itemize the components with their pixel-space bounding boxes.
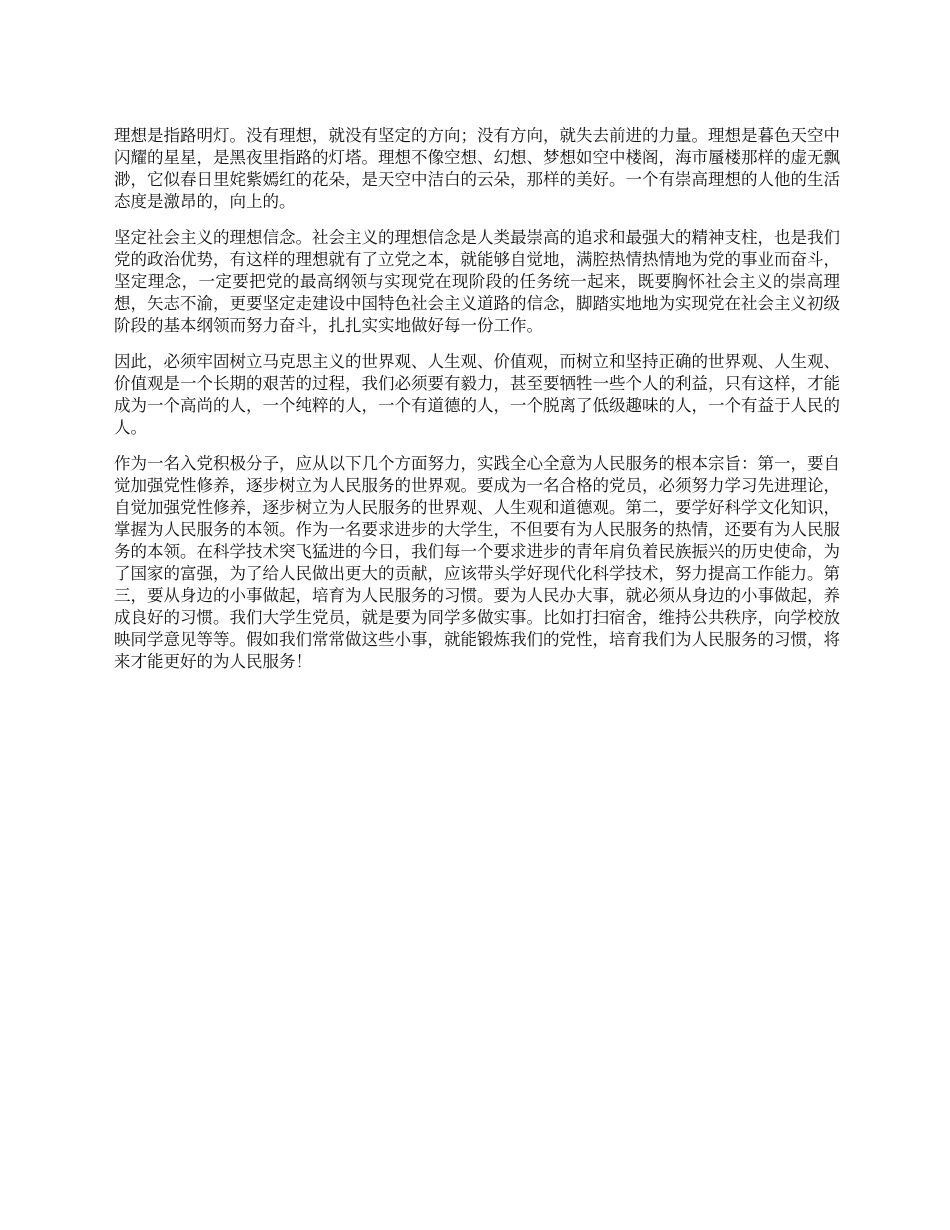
paragraph-2: 坚定社会主义的理想信念。社会主义的理想信念是人类最崇高的追求和最强大的精神支柱，也是我们党的政治优势，有这样的理想就有了立党之本，就能够自觉地，满腔热情热情地为党的事业而奋斗，坚定理念，一定要把党的最高纲领与实现党在现阶段的任务统一起来，既要胸怀社会主义的崇高理想，矢志不渝，更要坚定走建设中国特色社会主义道路的信念，脚踏实地地为实现党在社会主义初级阶段的基本纲领而努力奋斗，扎扎实实地做好每一份工作。: [114, 228, 840, 335]
document-body: [114, 125, 840, 687]
paragraph-4: 作为一名入党积极分子，应从以下几个方面努力，实践全心全意为人民服务的根本宗旨：第一，要自觉加强党性修养，逐步树立为人民服务的世界观。要成为一名合格的党员，必须努力学习先进理论，自觉加强党性修养，逐步树立为人民服务的世界观、人生观和道德观。第二，要学好科学文化知识，掌握为人民服务的本领。作为一名要求进步的大学生，不但要有为人民服务的热情，还要有为人民服务的本领。在科学技术突飞猛进的今日，我们每一个要求进步的青年肩负着民族振兴的历史使命，为了国家的富强，为了给人民做出更大的贡献，应该带头学好现代化科学技术，努力提高工作能力。第三，要从身边的小事做起，培育为人民服务的习惯。要为人民办大事，就必须从身边的小事做起，养成良好的习惯。我们大学生党员，就是要为同学多做实事。比如打扫宿舍，维持公共秩序，向学校放映同学意见等等。假如我们常常做这些小事，就能锻炼我们的党性，培育我们为人民服务的习惯，将来才能更好的为人民服务！: [114, 454, 840, 671]
paragraph-3: 因此，必须牢固树立马克思主义的世界观、人生观、价值观，而树立和坚持正确的世界观、人生观、价值观是一个长期的艰苦的过程，我们必须要有毅力，甚至要牺牲一些个人的利益，只有这样，才能成为一个高尚的人，一个纯粹的人，一个有道德的人，一个脱离了低级趣味的人，一个有益于人民的人。: [114, 352, 840, 437]
paragraph-1: 理想是指路明灯。没有理想，就没有坚定的方向；没有方向，就失去前进的力量。理想是暮色天空中闪耀的星星，是黑夜里指路的灯塔。理想不像空想、幻想、梦想如空中楼阁，海市蜃楼那样的虚无飘渺，它似春日里姹紫嫣红的花朵，是天空中洁白的云朵，那样的美好。一个有崇高理想的人他的生活态度是激昂的，向上的。: [114, 126, 840, 211]
